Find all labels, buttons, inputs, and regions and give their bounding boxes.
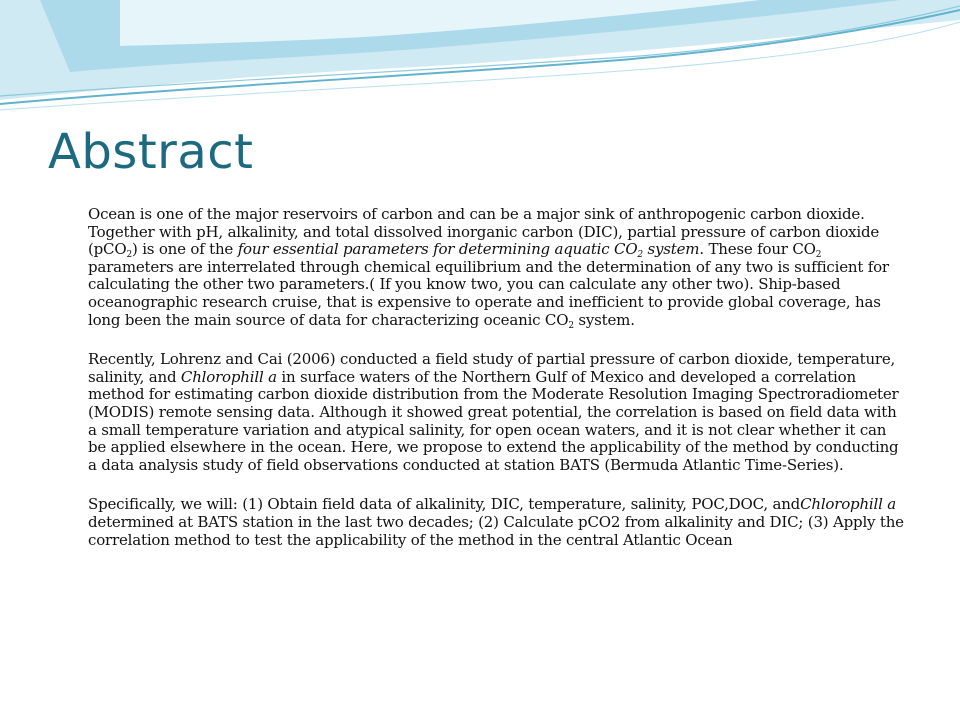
abstract-body [88,206,908,571]
subscript-text: 2 [637,250,643,261]
subscript-text: 2 [815,250,822,261]
italic-text: Chlorophill a [800,495,897,514]
abstract-paragraph-2 [88,351,908,474]
subscript-text: 2 [568,320,574,331]
italic-text: system [642,240,700,259]
abstract-paragraph-3 [88,496,908,549]
slide-title: Abstract [48,124,254,180]
text-run: ) is one of the [131,240,238,259]
emphasis [800,495,896,513]
emphasis [643,240,699,258]
italic-text: four essential parameters for determining aquatic CO [237,240,638,259]
subscript-text: 2 [126,250,132,261]
text-run: system. [573,310,635,329]
text-run: Ocean is one of the major reservoirs of carbon and can be a major sink of anthropogenic carbon dioxide. Together with pH, alkalinity, and total dissolved inorganic carbon (DIC), partial pressure of carbon dioxide (pCO [88,205,880,259]
text-run: parameters are interrelated through chemical equilibrium and the determination of any two is sufficient for calculating the other two parameters.( If you know two, you can calculate any other two). Ship-based oceanographic research cruise, that is expensive to operate and inefficient to provide global coverage, has long been the main source of data for characterizing oceanic CO [88,257,889,329]
italic-text: Chlorophill a [180,367,277,386]
text-run: Recently, Lohrenz and Cai (2006) conducted a field study of partial pressure of carbon dioxide, temperature, salinity, and [88,350,896,386]
abstract-paragraph-1 [88,206,908,329]
text-run: . These four CO [699,240,816,259]
text-run: in surface waters of the Northern Gulf of Mexico and developed a correlation method for estimating carbon dioxide distribution from the Moderate Resolution Imaging Spectroradiometer (MODIS) remote sensing data. Although it showed great potential, the correlation is based on field data with a small temperature variation and atypical salinity, for open ocean waters, and it is not clear whether it can be applied elsewhere in the ocean. Here, we propose to extend the applicability of the method by conducting a data analysis study of field observations conducted at station BATS (Bermuda Atlantic Time-Series). [88,367,899,474]
text-run: Specifically, we will: (1) Obtain field data of alkalinity, DIC, temperature, salinity, POC,DOC, and [88,495,801,514]
emphasis [238,240,638,258]
decorative-wave-header [0,0,960,120]
text-run: determined at BATS station in the last two decades; (2) Calculate pCO2 from alkalinity and DIC; (3) Apply the correlation method to test the applicability of the method in the central Atlantic Ocean [88,512,904,549]
emphasis [181,368,277,386]
